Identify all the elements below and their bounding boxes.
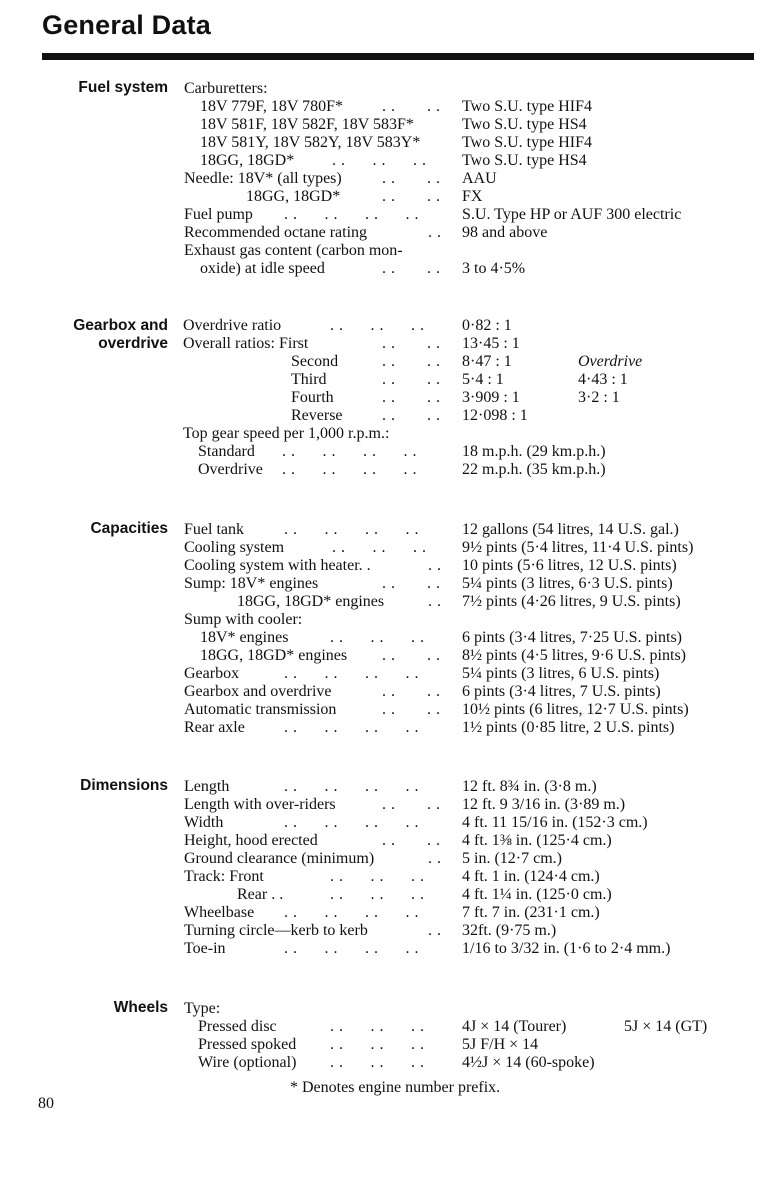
fuel-needle-label: Needle: 18V* (all types) — [184, 170, 342, 187]
dim-wheelbase-label: Wheelbase — [184, 904, 255, 921]
title-rule — [42, 53, 754, 60]
gear-overdrive-label: Overdrive — [198, 461, 263, 478]
leader-dots: . . . . — [382, 188, 441, 205]
fuel-carb4-label: 18GG, 18GD* — [200, 152, 295, 169]
fuel-pump-label: Fuel pump — [184, 206, 253, 223]
cap-gearbox-od-value: 6 pints (3·4 litres, 7 U.S. pints) — [462, 683, 661, 700]
dim-length-or-label: Length with over-riders — [184, 796, 336, 813]
dim-turning-label: Turning circle—kerb to kerb — [184, 922, 368, 939]
leader-dots: . . — [428, 224, 442, 241]
wheels-pressed-disc-gt-value: 5J × 14 (GT) — [624, 1018, 708, 1035]
dim-toe-label: Toe-in — [184, 940, 226, 957]
gear-od-ratio-value: 0·82 : 1 — [462, 317, 512, 334]
gear-standard-value: 18 m.p.h. (29 km.p.h.) — [462, 443, 606, 460]
cap-cooling-heater-value: 10 pints (5·6 litres, 12 U.S. pints) — [462, 557, 677, 574]
fuel-carburetters-label: Carburetters: — [184, 80, 268, 97]
leader-dots: . . . . . . . . — [284, 665, 419, 682]
leader-dots: . . . . — [382, 575, 441, 592]
cap-sump-value: 5¼ pints (3 litres, 6·3 U.S. pints) — [462, 575, 673, 592]
dim-height-label: Height, hood erected — [184, 832, 318, 849]
cap-sc2-value: 8½ pints (4·5 litres, 9·6 U.S. pints) — [462, 647, 686, 664]
leader-dots: . . . . . . . . — [284, 206, 419, 223]
fuel-exhaust-value: 3 to 4·5% — [462, 260, 526, 277]
leader-dots: . . . . . . — [330, 317, 425, 334]
cap-sc2-label: 18GG, 18GD* engines — [200, 647, 348, 664]
fuel-needle-value: AAU — [462, 170, 497, 187]
cap-gearbox-value: 5¼ pints (3 litres, 6 U.S. pints) — [462, 665, 660, 682]
gear-overdrive-value: 22 m.p.h. (35 km.p.h.) — [462, 461, 606, 478]
dim-track-front-label: Track: Front — [184, 868, 264, 885]
dim-length-label: Length — [184, 778, 230, 795]
leader-dots: . . . . — [382, 407, 441, 424]
gear-fourth-label: Fourth — [291, 389, 334, 406]
cap-gearbox-od-label: Gearbox and overdrive — [184, 683, 332, 700]
gear-top-speed-label: Top gear speed per 1,000 r.p.m.: — [183, 425, 390, 442]
leader-dots: . . . . — [382, 371, 441, 388]
leader-dots: . . — [428, 850, 442, 867]
cap-sc1-label: 18V* engines — [200, 629, 289, 646]
gear-second-value: 8·47 : 1 — [462, 353, 512, 370]
heading-dimensions: Dimensions — [80, 777, 168, 794]
leader-dots: . . . . . . — [330, 1018, 425, 1035]
leader-dots: . . . . . . . . — [282, 461, 417, 478]
gear-reverse-value: 12·098 : 1 — [462, 407, 528, 424]
leader-dots: . . . . . . . . — [284, 719, 419, 736]
leader-dots: . . . . . . — [330, 868, 425, 885]
fuel-needle2-value: FX — [462, 188, 483, 205]
cap-cooling-heater-label: Cooling system with heater. . — [184, 557, 371, 574]
gear-overall-label: Overall ratios: First — [183, 335, 309, 352]
fuel-carb4-value: Two S.U. type HS4 — [462, 152, 587, 169]
leader-dots: . . . . — [382, 832, 441, 849]
cap-sump-cooler-label: Sump with cooler: — [184, 611, 303, 628]
fuel-octane-label: Recommended octane rating — [184, 224, 368, 241]
leader-dots: . . . . . . . . — [284, 521, 419, 538]
gear-fourth-od-value: 3·2 : 1 — [578, 389, 620, 406]
dim-width-label: Width — [184, 814, 224, 831]
leader-dots: . . . . . . — [330, 1036, 425, 1053]
wheels-pressed-spoked-value: 5J F/H × 14 — [462, 1036, 539, 1053]
leader-dots: . . . . . . — [330, 886, 425, 903]
fuel-octane-value: 98 and above — [462, 224, 548, 241]
page-number: 80 — [38, 1095, 54, 1112]
fuel-carb2-value: Two S.U. type HS4 — [462, 116, 587, 133]
leader-dots: . . . . — [382, 701, 441, 718]
leader-dots: . . . . . . — [332, 152, 427, 169]
leader-dots: . . . . . . . . — [284, 778, 419, 795]
dim-height-value: 4 ft. 1⅜ in. (125·4 cm.) — [462, 832, 612, 849]
leader-dots: . . . . — [382, 170, 441, 187]
wheels-wire-value: 4½J × 14 (60-spoke) — [462, 1054, 595, 1071]
wheels-pressed-disc-label: Pressed disc — [198, 1018, 277, 1035]
footnote: * Denotes engine number prefix. — [290, 1079, 501, 1096]
leader-dots: . . . . — [382, 647, 441, 664]
leader-dots: . . . . — [382, 335, 441, 352]
dim-track-front-value: 4 ft. 1 in. (124·4 cm.) — [462, 868, 600, 885]
dim-length-or-value: 12 ft. 9 3/16 in. (3·89 m.) — [462, 796, 626, 813]
dim-ground-value: 5 in. (12·7 cm.) — [462, 850, 562, 867]
gear-overdrive-col-label: Overdrive — [578, 353, 643, 370]
cap-rear-axle-label: Rear axle — [184, 719, 245, 736]
gear-third-label: Third — [291, 371, 327, 388]
heading-gearbox-and: Gearbox and — [73, 317, 168, 334]
cap-rear-axle-value: 1½ pints (0·85 litre, 2 U.S. pints) — [462, 719, 675, 736]
fuel-carb1-value: Two S.U. type HIF4 — [462, 98, 592, 115]
dim-length-value: 12 ft. 8¾ in. (3·8 m.) — [462, 778, 597, 795]
dim-wheelbase-value: 7 ft. 7 in. (231·1 cm.) — [462, 904, 600, 921]
fuel-needle2-label: 18GG, 18GD* — [246, 188, 341, 205]
gear-reverse-label: Reverse — [291, 407, 343, 424]
wheels-type-label: Type: — [184, 1000, 221, 1017]
fuel-carb3-value: Two S.U. type HIF4 — [462, 134, 592, 151]
fuel-pump-value: S.U. Type HP or AUF 300 electric — [462, 206, 682, 223]
leader-dots: . . . . — [382, 683, 441, 700]
leader-dots: . . . . . . . . — [284, 904, 419, 921]
fuel-exhaust-label2: oxide) at idle speed — [200, 260, 325, 277]
heading-overdrive: overdrive — [98, 335, 168, 352]
fuel-carb1-label: 18V 779F, 18V 780F* — [200, 98, 344, 115]
cap-cooling-value: 9½ pints (5·4 litres, 11·4 U.S. pints) — [462, 539, 694, 556]
dim-track-rear-value: 4 ft. 1¼ in. (125·0 cm.) — [462, 886, 612, 903]
dim-ground-label: Ground clearance (minimum) — [184, 850, 375, 867]
cap-fuel-tank-value: 12 gallons (54 litres, 14 U.S. gal.) — [462, 521, 679, 538]
leader-dots: . . — [428, 593, 442, 610]
gear-od-ratio-label: Overdrive ratio — [183, 317, 282, 334]
cap-sump2-value: 7½ pints (4·26 litres, 9 U.S. pints) — [462, 593, 681, 610]
fuel-carb3-label: 18V 581Y, 18V 582Y, 18V 583Y* — [200, 134, 421, 151]
cap-sc1-value: 6 pints (3·4 litres, 7·25 U.S. pints) — [462, 629, 682, 646]
gear-fourth-value: 3·909 : 1 — [462, 389, 520, 406]
dim-width-value: 4 ft. 11 15/16 in. (152·3 cm.) — [462, 814, 648, 831]
gear-first-value: 13·45 : 1 — [462, 335, 520, 352]
cap-cooling-label: Cooling system — [184, 539, 285, 556]
heading-wheels: Wheels — [113, 999, 168, 1016]
gear-second-label: Second — [291, 353, 339, 370]
fuel-carb2-label: 18V 581F, 18V 582F, 18V 583F* — [200, 116, 414, 133]
wheels-pressed-disc-value: 4J × 14 (Tourer) — [462, 1018, 567, 1035]
wheels-pressed-spoked-label: Pressed spoked — [198, 1036, 297, 1053]
leader-dots: . . . . — [382, 389, 441, 406]
leader-dots: . . . . — [382, 98, 441, 115]
heading-fuel-system: Fuel system — [78, 79, 168, 96]
dim-toe-value: 1/16 to 3/32 in. (1·6 to 2·4 mm.) — [462, 940, 671, 957]
leader-dots: . . — [428, 922, 442, 939]
leader-dots: . . . . — [382, 796, 441, 813]
leader-dots: . . . . . . — [330, 1054, 425, 1071]
leader-dots: . . . . . . . . — [284, 814, 419, 831]
wheels-wire-label: Wire (optional) — [198, 1054, 297, 1071]
leader-dots: . . . . — [382, 353, 441, 370]
leader-dots: . . . . . . — [330, 629, 425, 646]
gear-third-value: 5·4 : 1 — [462, 371, 504, 388]
cap-gearbox-label: Gearbox — [184, 665, 240, 682]
cap-auto-value: 10½ pints (6 litres, 12·7 U.S. pints) — [462, 701, 689, 718]
cap-auto-label: Automatic transmission — [184, 701, 337, 718]
gear-third-od-value: 4·43 : 1 — [578, 371, 628, 388]
leader-dots: . . . . . . — [332, 539, 427, 556]
dim-turning-value: 32ft. (9·75 m.) — [462, 922, 557, 939]
cap-sump2-label: 18GG, 18GD* engines — [237, 593, 385, 610]
gear-standard-label: Standard — [198, 443, 255, 460]
leader-dots: . . . . . . . . — [282, 443, 417, 460]
page-title: General Data — [42, 10, 211, 40]
heading-capacities: Capacities — [90, 520, 168, 537]
leader-dots: . . — [428, 557, 442, 574]
leader-dots: . . . . . . . . — [284, 940, 419, 957]
cap-fuel-tank-label: Fuel tank — [184, 521, 244, 538]
dim-track-rear-label: Rear . . — [237, 886, 284, 903]
fuel-exhaust-label1: Exhaust gas content (carbon mon- — [184, 242, 403, 259]
cap-sump-label: Sump: 18V* engines — [184, 575, 319, 592]
leader-dots: . . . . — [382, 260, 441, 277]
